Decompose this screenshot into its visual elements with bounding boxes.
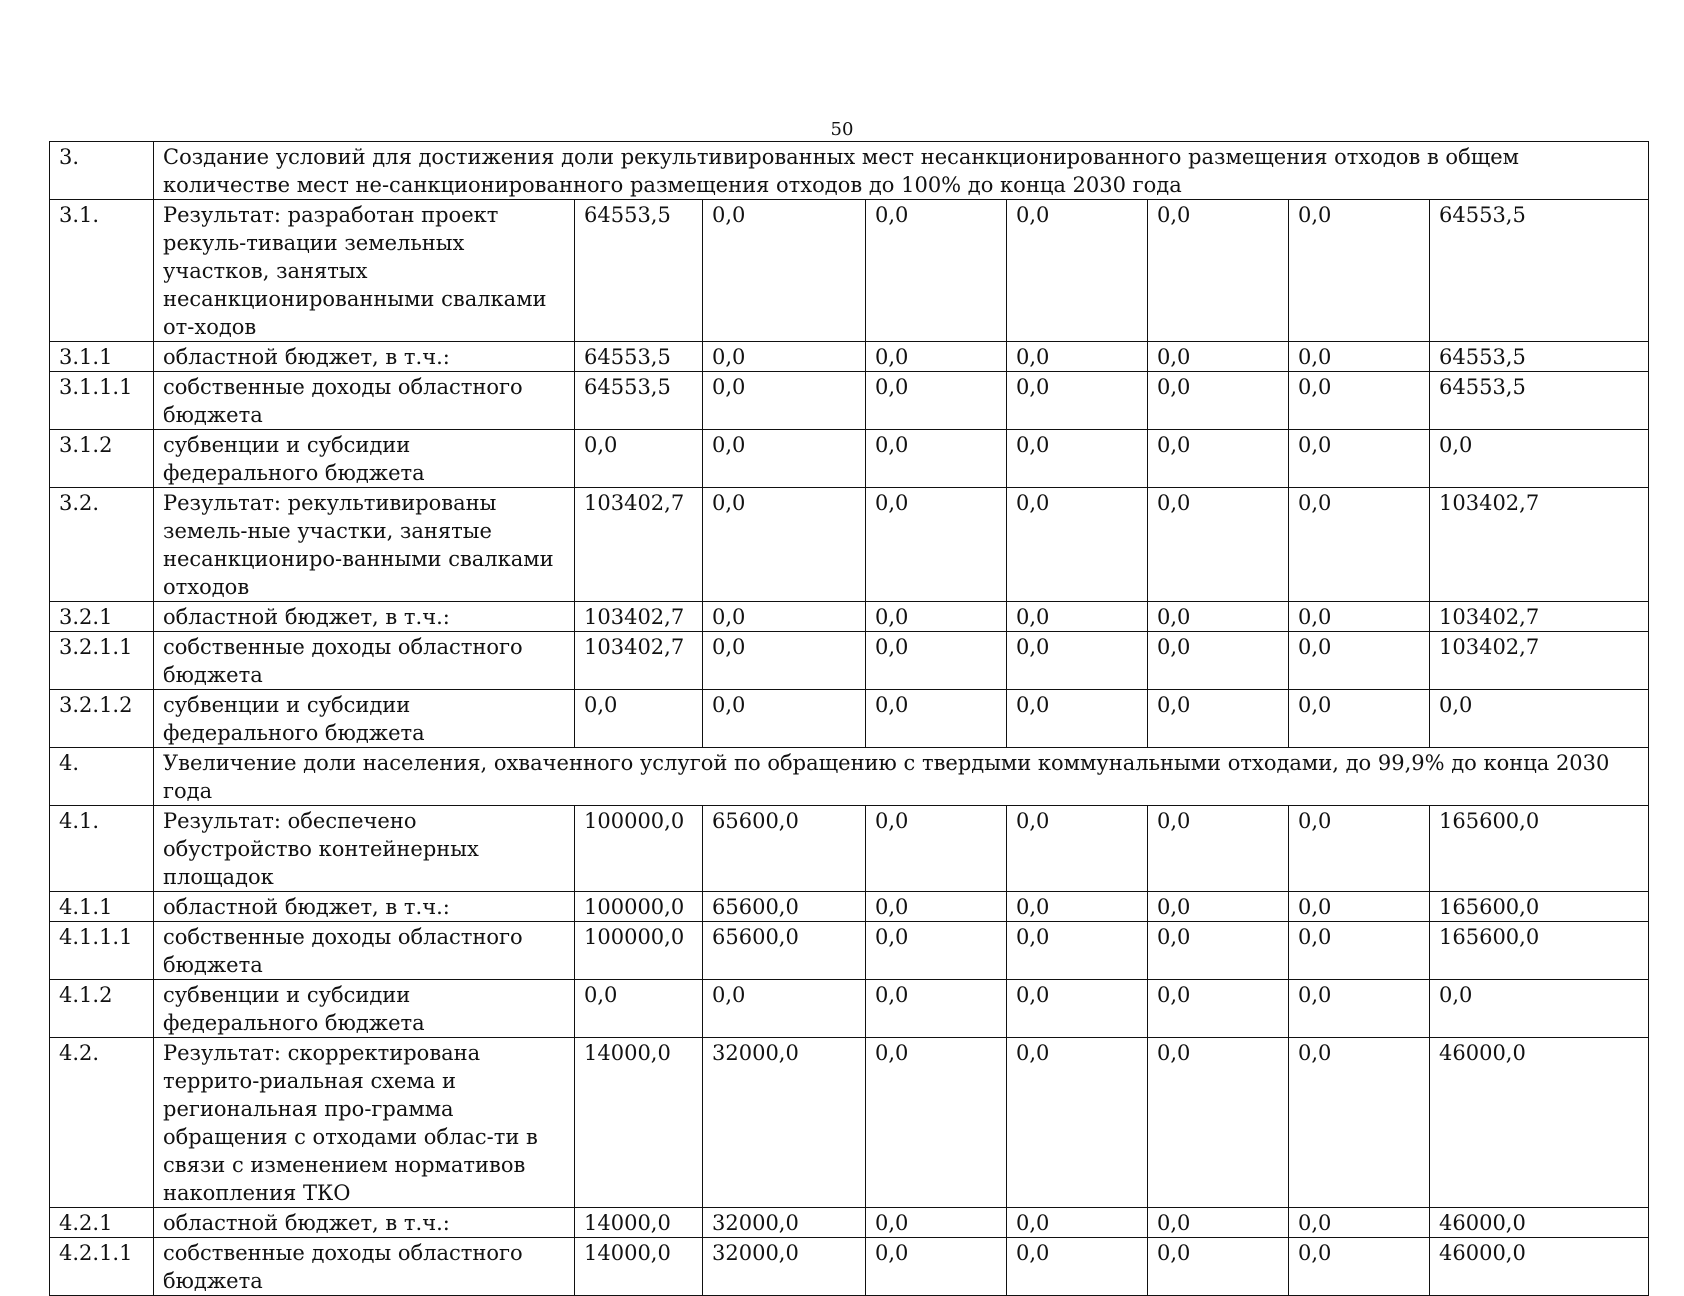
value-cell: 0,0 (1148, 342, 1289, 372)
total-value-cell: 0,0 (1430, 690, 1649, 748)
table-row (50, 690, 1649, 748)
total-value-cell: 165600,0 (1430, 806, 1649, 892)
row-number-cell: 4.1.2 (50, 980, 154, 1038)
value-cell: 0,0 (1289, 632, 1430, 690)
value-cell: 0,0 (1148, 430, 1289, 488)
row-number-cell: 4.1. (50, 806, 154, 892)
row-name-cell: областной бюджет, в т.ч.: (154, 892, 575, 922)
value-cell: 0,0 (1148, 1208, 1289, 1238)
row-name-cell: собственные доходы областного бюджета (154, 372, 575, 430)
row-name-cell: Результат: скорректирована террито-риальная схема и региональная про-грамма обращения с отходами облас-ти в связи с изменением нормативов накопления ТКО (154, 1038, 575, 1208)
row-name-cell: субвенции и субсидии федерального бюджета (154, 690, 575, 748)
value-cell: 0,0 (575, 690, 703, 748)
row-name-cell: собственные доходы областного бюджета (154, 922, 575, 980)
total-value-cell: 0,0 (1430, 430, 1649, 488)
value-cell: 0,0 (1148, 1038, 1289, 1208)
value-cell: 0,0 (1289, 922, 1430, 980)
value-cell: 65600,0 (703, 806, 866, 892)
value-cell: 0,0 (1289, 372, 1430, 430)
total-value-cell: 165600,0 (1430, 892, 1649, 922)
table-row (50, 430, 1649, 488)
table-row (50, 632, 1649, 690)
value-cell: 0,0 (1289, 892, 1430, 922)
value-cell: 14000,0 (575, 1238, 703, 1296)
total-value-cell: 64553,5 (1430, 342, 1649, 372)
table-row (50, 922, 1649, 980)
total-value-cell: 46000,0 (1430, 1238, 1649, 1296)
value-cell: 0,0 (866, 430, 1007, 488)
value-cell: 0,0 (866, 632, 1007, 690)
row-number-cell: 3.2.1 (50, 602, 154, 632)
value-cell: 64553,5 (575, 200, 703, 342)
value-cell: 0,0 (1007, 922, 1148, 980)
value-cell: 0,0 (1007, 342, 1148, 372)
value-cell: 0,0 (1148, 1238, 1289, 1296)
value-cell: 65600,0 (703, 892, 866, 922)
page-number: 50 (830, 119, 854, 140)
value-cell: 0,0 (1148, 602, 1289, 632)
value-cell: 0,0 (703, 488, 866, 602)
value-cell: 100000,0 (575, 892, 703, 922)
value-cell: 0,0 (866, 1208, 1007, 1238)
value-cell: 32000,0 (703, 1038, 866, 1208)
total-value-cell: 64553,5 (1430, 200, 1649, 342)
total-value-cell: 103402,7 (1430, 632, 1649, 690)
value-cell: 14000,0 (575, 1038, 703, 1208)
row-number-cell: 3. (50, 142, 154, 200)
value-cell: 0,0 (1289, 488, 1430, 602)
value-cell: 0,0 (1007, 1208, 1148, 1238)
row-number-cell: 3.2.1.2 (50, 690, 154, 748)
table-row (50, 892, 1649, 922)
value-cell: 64553,5 (575, 372, 703, 430)
table-row (50, 1208, 1649, 1238)
value-cell: 14000,0 (575, 1208, 703, 1238)
value-cell: 0,0 (1148, 922, 1289, 980)
row-name-cell: собственные доходы областного бюджета (154, 1238, 575, 1296)
value-cell: 0,0 (703, 200, 866, 342)
total-value-cell: 103402,7 (1430, 602, 1649, 632)
table-row (50, 372, 1649, 430)
row-number-cell: 3.2.1.1 (50, 632, 154, 690)
value-cell: 103402,7 (575, 488, 703, 602)
value-cell: 0,0 (1289, 690, 1430, 748)
value-cell: 0,0 (866, 690, 1007, 748)
value-cell: 0,0 (1289, 1038, 1430, 1208)
table-row (50, 488, 1649, 602)
value-cell: 100000,0 (575, 806, 703, 892)
table-row (50, 980, 1649, 1038)
value-cell: 0,0 (1148, 806, 1289, 892)
row-number-cell: 3.1.1.1 (50, 372, 154, 430)
section-row (50, 142, 1649, 200)
row-number-cell: 3.1. (50, 200, 154, 342)
value-cell: 103402,7 (575, 632, 703, 690)
value-cell: 0,0 (1148, 980, 1289, 1038)
table-row (50, 806, 1649, 892)
row-number-cell: 3.1.2 (50, 430, 154, 488)
value-cell: 64553,5 (575, 342, 703, 372)
value-cell: 0,0 (1007, 690, 1148, 748)
value-cell: 0,0 (866, 806, 1007, 892)
total-value-cell: 46000,0 (1430, 1038, 1649, 1208)
row-number-cell: 4.2. (50, 1038, 154, 1208)
row-name-cell: Результат: рекультивированы земель-ные участки, занятые несанкциониро-ванными свалками отходов (154, 488, 575, 602)
value-cell: 0,0 (1007, 602, 1148, 632)
row-number-cell: 4. (50, 748, 154, 806)
value-cell: 0,0 (703, 430, 866, 488)
value-cell: 0,0 (1007, 430, 1148, 488)
total-value-cell: 0,0 (1430, 980, 1649, 1038)
value-cell: 0,0 (1148, 892, 1289, 922)
value-cell: 0,0 (866, 602, 1007, 632)
value-cell: 0,0 (1007, 1238, 1148, 1296)
table-row (50, 1038, 1649, 1208)
value-cell: 103402,7 (575, 602, 703, 632)
value-cell: 0,0 (1289, 602, 1430, 632)
value-cell: 32000,0 (703, 1238, 866, 1296)
value-cell: 0,0 (1148, 200, 1289, 342)
value-cell: 0,0 (1289, 1208, 1430, 1238)
total-value-cell: 46000,0 (1430, 1208, 1649, 1238)
value-cell: 0,0 (703, 342, 866, 372)
value-cell: 0,0 (866, 922, 1007, 980)
table-row (50, 342, 1649, 372)
value-cell: 0,0 (1289, 200, 1430, 342)
section-title-cell: Увеличение доли населения, охваченного услугой по обращению с твердыми коммунальными отходами, до 99,9% до конца 2030 года (154, 748, 1649, 806)
value-cell: 0,0 (1007, 806, 1148, 892)
value-cell: 100000,0 (575, 922, 703, 980)
row-name-cell: областной бюджет, в т.ч.: (154, 602, 575, 632)
value-cell: 0,0 (1007, 632, 1148, 690)
value-cell: 0,0 (1007, 372, 1148, 430)
value-cell: 0,0 (1148, 372, 1289, 430)
value-cell: 0,0 (1007, 488, 1148, 602)
value-cell: 0,0 (1148, 488, 1289, 602)
value-cell: 0,0 (1289, 980, 1430, 1038)
value-cell: 0,0 (703, 632, 866, 690)
value-cell: 0,0 (866, 1038, 1007, 1208)
row-number-cell: 4.1.1.1 (50, 922, 154, 980)
row-name-cell: областной бюджет, в т.ч.: (154, 342, 575, 372)
value-cell: 0,0 (1007, 892, 1148, 922)
row-name-cell: областной бюджет, в т.ч.: (154, 1208, 575, 1238)
value-cell: 0,0 (1289, 1238, 1430, 1296)
table-row (50, 1238, 1649, 1296)
row-number-cell: 4.1.1 (50, 892, 154, 922)
value-cell: 0,0 (1289, 430, 1430, 488)
value-cell: 0,0 (1007, 1038, 1148, 1208)
value-cell: 0,0 (1007, 980, 1148, 1038)
value-cell: 65600,0 (703, 922, 866, 980)
value-cell: 0,0 (1289, 806, 1430, 892)
value-cell: 0,0 (1148, 690, 1289, 748)
value-cell: 0,0 (866, 980, 1007, 1038)
value-cell: 0,0 (1007, 200, 1148, 342)
value-cell: 0,0 (575, 980, 703, 1038)
value-cell: 0,0 (703, 602, 866, 632)
value-cell: 0,0 (866, 488, 1007, 602)
table-body (50, 142, 1649, 1296)
row-name-cell: собственные доходы областного бюджета (154, 632, 575, 690)
total-value-cell: 64553,5 (1430, 372, 1649, 430)
row-name-cell: Результат: разработан проект рекуль-тивации земельных участков, занятых несанкционированными свалками от-ходов (154, 200, 575, 342)
row-name-cell: субвенции и субсидии федерального бюджета (154, 980, 575, 1038)
total-value-cell: 103402,7 (1430, 488, 1649, 602)
budget-table (49, 141, 1649, 1296)
value-cell: 0,0 (1148, 632, 1289, 690)
value-cell: 0,0 (866, 892, 1007, 922)
row-number-cell: 3.2. (50, 488, 154, 602)
row-name-cell: субвенции и субсидии федерального бюджета (154, 430, 575, 488)
value-cell: 0,0 (703, 372, 866, 430)
value-cell: 0,0 (866, 1238, 1007, 1296)
table-row (50, 200, 1649, 342)
value-cell: 0,0 (575, 430, 703, 488)
value-cell: 0,0 (866, 342, 1007, 372)
row-number-cell: 3.1.1 (50, 342, 154, 372)
table-row (50, 602, 1649, 632)
section-row (50, 748, 1649, 806)
value-cell: 0,0 (866, 200, 1007, 342)
total-value-cell: 165600,0 (1430, 922, 1649, 980)
row-number-cell: 4.2.1 (50, 1208, 154, 1238)
row-number-cell: 4.2.1.1 (50, 1238, 154, 1296)
value-cell: 0,0 (703, 690, 866, 748)
value-cell: 0,0 (1289, 342, 1430, 372)
value-cell: 0,0 (866, 372, 1007, 430)
value-cell: 32000,0 (703, 1208, 866, 1238)
row-name-cell: Результат: обеспечено обустройство контейнерных площадок (154, 806, 575, 892)
section-title-cell: Создание условий для достижения доли рекультивированных мест несанкционированного размещения отходов в общем количестве мест не-санкционированного размещения отходов до 100% до конца 2030 года (154, 142, 1649, 200)
value-cell: 0,0 (703, 980, 866, 1038)
